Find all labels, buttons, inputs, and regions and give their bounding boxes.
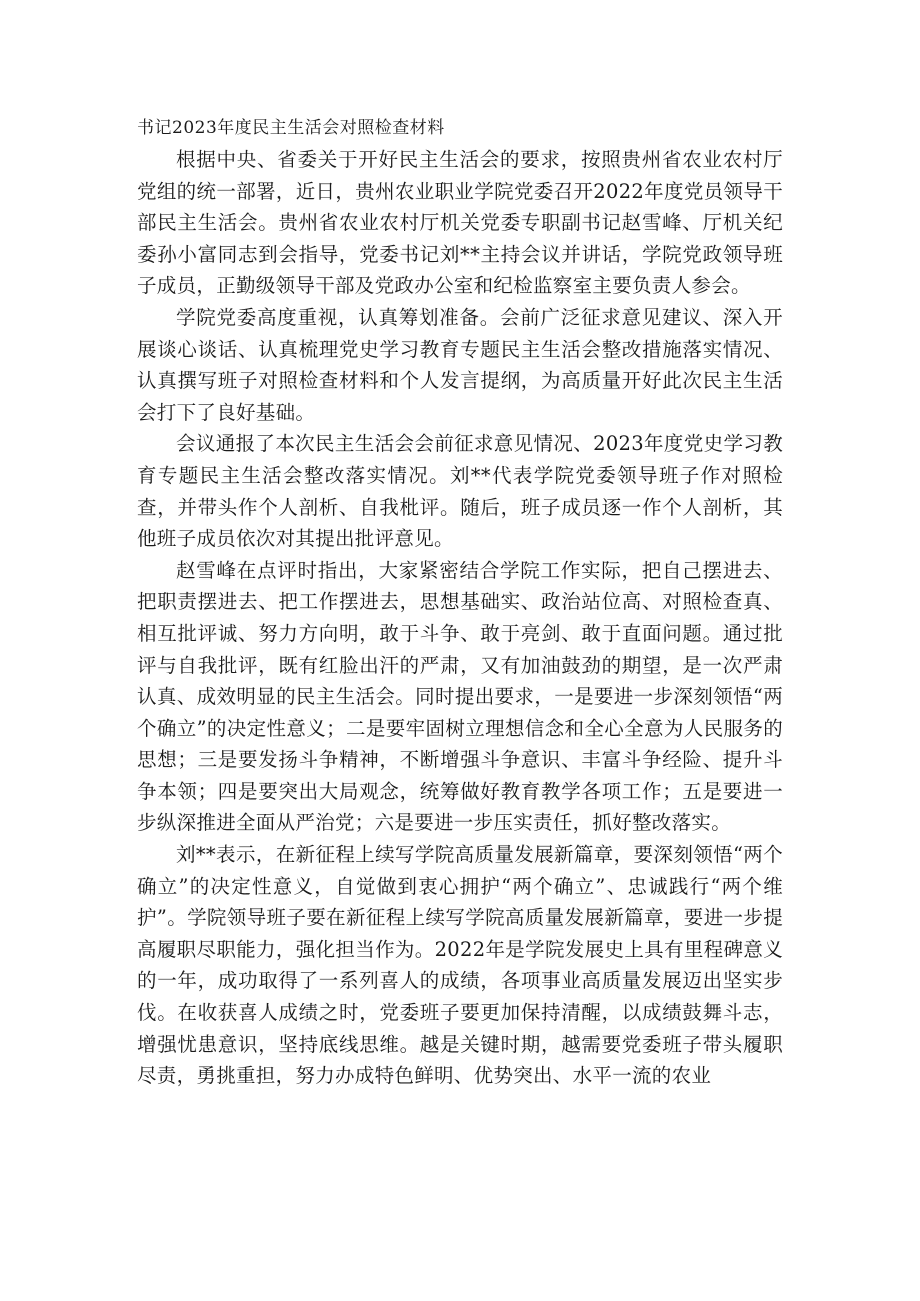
paragraph-2: 学院党委高度重视，认真筹划准备。会前广泛征求意见建议、深入开展谈心谈话、认真梳理党史学习教育专题民主生活会整改措施落实情况、认真撰写班子对照检查材料和个人发言提纲，为高质量开好此次民主生活会打下了良好基础。 <box>137 305 783 424</box>
paragraph-5: 刘**表示，在新征程上续写学院高质量发展新篇章，要深刻领悟“两个确立”的决定性意义，自觉做到衷心拥护“两个确立”、忠诚践行“两个维护”。学院领导班子要在新征程上续写学院高质量发展新篇章，要进一步提高履职尽职能力，强化担当作为。2022年是学院发展史上具有里程碑意义的一年，成功取得了一系列喜人的成绩，各项事业高质量发展迈出坚实步伐。在收获喜人成绩之时，党委班子要更加保持清醒，以成绩鼓舞斗志，增强忧患意识，坚持底线思维。越是关键时期，越需要党委班子带头履职尽责，勇挑重担，努力办成特色鲜明、优势突出、水平一流的农业 <box>137 843 783 1088</box>
paragraph-1: 根据中央、省委关于开好民主生活会的要求，按照贵州省农业农村厅党组的统一部署，近日，贵州农业职业学院党委召开2022年度党员领导干部民主生活会。贵州省农业农村厅机关党委专职副书记赵雪峰、厅机关纪委孙小富同志到会指导，党委书记刘**主持会议并讲话，学院党政领导班子成员，正勤级领导干部及党政办公室和纪检监察室主要负责人参会。 <box>137 148 783 298</box>
document-title: 书记2023年度民主生活会对照检查材料 <box>137 118 445 138</box>
paragraph-3: 会议通报了本次民主生活会会前征求意见情况、2023年度党史学习教育专题民主生活会整改落实情况。刘**代表学院党委领导班子作对照检查，并带头作个人剖析、自我枇评。随后，班子成员逐一作个人剖析，其他班子成员依次对其提出批评意见。 <box>137 432 783 551</box>
document-body <box>137 112 783 1092</box>
paragraph-4: 赵雪峰在点评时指出，大家紧密结合学院工作实际，把自己摆进去、把职责摆进去、把工作摆进去，思想基础实、政治站位高、对照检查真、相互批评诚、努力方向明，敢于斗争、敢于亮剑、敢于直面问题。通过批评与自我批评，既有红脸出汗的严肃，又有加油鼓劲的期望，是一次严肃认真、成效明显的民主生活会。同时提出要求，一是要进一步深刻领悟“两个确立”的决定性意义；二是要牢固树立理想信念和全心全意为人民服务的思想；三是要发扬斗争精神，不断增强斗争意识、丰富斗争经险、提升斗争本领；四是要突出大局观念，统筹做好教育教学各项工作；五是要进一步纵深推进全面从严治党；六是要进一步压实责任，抓好整改落实。 <box>137 558 783 835</box>
